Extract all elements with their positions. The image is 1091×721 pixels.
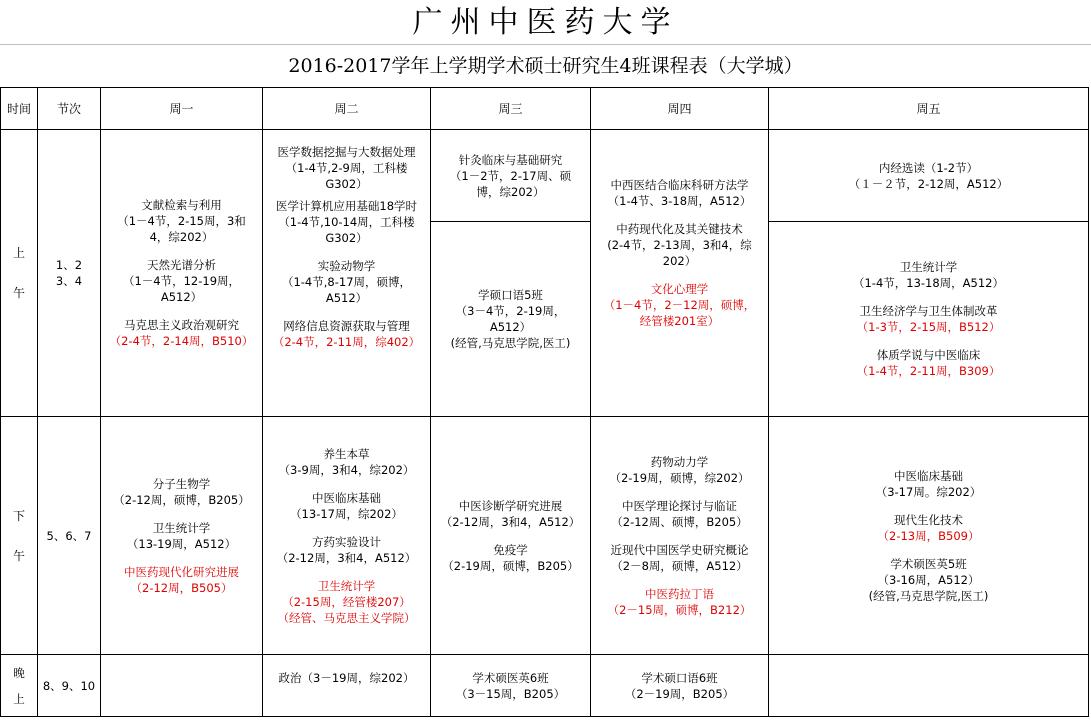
header-monday: 周一 [101, 88, 263, 130]
course-detail: （13-17周，综202） [290, 506, 403, 521]
course-detail: 202） [662, 254, 697, 268]
evening-periods: 8、9、10 [38, 655, 101, 717]
course-name: 中医学理论探讨与临证 [622, 498, 737, 513]
course-detail: （1-4节，2-11周，B309） [856, 364, 1001, 378]
course-detail: （3-17周。综202） [875, 484, 982, 499]
morning-periods [38, 130, 101, 417]
course-name: 卫生统计学 [899, 260, 958, 274]
course-detail: 经管楼201室） [639, 314, 720, 328]
course-detail: A512） [325, 291, 368, 305]
course-name: 天然光谱分析 [147, 258, 216, 272]
course-detail: （3－15周，B205） [455, 686, 566, 701]
course-name: 马克思主义政治观研究 [124, 318, 239, 332]
course-detail: （1-3节，2-15周，B512） [856, 320, 1001, 334]
cell-tue-evening [263, 655, 431, 717]
afternoon-label-2: 午 [12, 548, 25, 563]
evening-label [1, 655, 38, 717]
course-detail: （1－4节，2－12周，硕博， [603, 298, 756, 312]
course-detail: 4，综202） [149, 230, 214, 244]
course-detail: （2-12周，3和4，A512） [276, 550, 417, 565]
cell-wed-afternoon [431, 417, 591, 655]
cell-mon-morning [101, 130, 263, 417]
cell-mon-afternoon [101, 417, 263, 655]
course-detail: 博，综202） [476, 184, 545, 199]
afternoon-periods: 5、6、7 [38, 417, 101, 655]
course-detail: A512） [160, 290, 203, 304]
course-detail: （13-19周，A512） [126, 536, 237, 551]
course-name: 学硕口语5班 [478, 288, 543, 302]
cell-wed-morning-top [431, 130, 591, 222]
course-detail: G302） [325, 177, 368, 191]
course-name: 药物动力学 [650, 454, 709, 469]
header-tuesday: 周二 [263, 88, 431, 130]
course-name: 卫生统计学 [317, 578, 376, 593]
course-detail: （3－4节，2-19周， [455, 304, 566, 318]
course-detail: （1-4节，13-18周，A512） [852, 276, 1004, 290]
cell-fri-afternoon [769, 417, 1089, 655]
course-name: 政治（3－19周，综202） [278, 670, 415, 685]
course-name: 体质学说与中医临床 [876, 348, 981, 362]
course-detail: (经管,马克思学院,医工) [868, 588, 989, 603]
course-detail: A512） [489, 320, 532, 334]
course-detail: G302） [325, 231, 368, 245]
course-detail: （经管、马克思主义学院） [277, 610, 416, 625]
course-name: 中药现代化及其关键技术 [616, 222, 743, 236]
course-detail: （2-15周，经管楼207） [282, 594, 411, 609]
schedule-subtitle: 2016-2017学年上学期学术硕士研究生4班课程表（大学城） [288, 55, 803, 77]
course-detail: （2－19周，B205） [624, 686, 735, 701]
cell-fri-evening [769, 655, 1089, 717]
course-name: 近现代中国医学史研究概论 [610, 542, 749, 557]
course-name: 中医临床基础 [894, 468, 963, 483]
morning-periods-2: 3、4 [55, 274, 83, 288]
course-name: 针灸临床与基础研究 [458, 152, 563, 167]
course-detail: （2-19周，硕博，B205） [442, 558, 579, 573]
course-name: 文化心理学 [650, 282, 709, 296]
evening-row [1, 655, 1089, 717]
cell-wed-evening [431, 655, 591, 717]
course-detail: （2-13周，B509） [877, 528, 980, 543]
course-detail: （2-4节，2-11周，综402） [272, 335, 421, 349]
course-name: 学术硕医英5班 [890, 556, 967, 571]
course-name: 内经选读（1-2节） [878, 160, 979, 175]
afternoon-label-1: 下 [12, 508, 25, 523]
course-detail: （1-4节,2-9周，工科楼 [285, 161, 408, 175]
header-thursday: 周四 [591, 88, 769, 130]
header-friday: 周五 [769, 88, 1089, 130]
morning-label-2: 午 [12, 286, 25, 300]
schedule-table [0, 87, 1089, 717]
cell-thu-afternoon [591, 417, 769, 655]
course-detail: （1-4节,10-14周，工科楼 [278, 215, 415, 229]
course-name: 学术硕医英6班 [472, 670, 549, 685]
header-period: 节次 [38, 88, 101, 130]
course-name: 方药实验设计 [312, 534, 381, 549]
course-detail: （１－２节，2-12周，A512） [848, 176, 1009, 191]
course-detail: （3-9周，3和4，综202） [278, 462, 415, 477]
course-name: 中西医结合临床科研方法学 [610, 178, 749, 192]
morning-label-1: 上 [12, 246, 25, 260]
course-name: 卫生经济学与卫生体制改革 [859, 304, 998, 318]
course-name: 中医诊断学研究进展 [458, 498, 563, 513]
evening-label-1: 晚 [13, 665, 25, 680]
course-name: 中医临床基础 [312, 490, 381, 505]
university-title: 广州中医药大学 [412, 5, 679, 40]
course-name: 文献检索与利用 [141, 198, 222, 212]
header-row [1, 88, 1089, 130]
course-name: 现代生化技术 [894, 512, 963, 527]
course-name: 免疫学 [493, 542, 528, 557]
course-detail: （2-12周，硕博，B205） [113, 492, 250, 507]
course-name: 学术硕口语6班 [641, 670, 718, 685]
course-detail: （1－4节，2-15周，3和 [117, 214, 246, 228]
afternoon-label [1, 417, 38, 655]
course-detail: (经管,马克思学院,医工) [450, 336, 571, 350]
course-detail: （2-12周，B505） [130, 580, 233, 595]
course-name: 分子生物学 [152, 476, 211, 491]
course-detail: （2－8周，硕博，A512） [611, 558, 748, 573]
morning-label [1, 130, 38, 417]
course-name: 卫生统计学 [152, 520, 211, 535]
course-detail: （1-4节、3-18周，A512） [607, 194, 752, 208]
course-detail: （1－2节，2-17周、硕 [449, 168, 572, 183]
course-name: 中医药现代化研究进展 [124, 564, 239, 579]
course-detail: （2-19周，硕博，综202） [609, 470, 750, 485]
course-detail: （1－4节，12-19周， [122, 274, 241, 288]
course-detail: (2-4节，2-13周，3和4，综 [607, 238, 752, 252]
course-detail: （2-4节，2-14周，B510） [109, 334, 254, 348]
course-detail: （2－15周，硕博，B212） [607, 602, 752, 617]
cell-fri-morning-top [769, 130, 1089, 222]
course-detail: （2-12周、硕博，B205） [611, 514, 748, 529]
cell-tue-morning [263, 130, 431, 417]
course-detail: （1-4节,8-17周，硕博， [281, 275, 412, 289]
cell-tue-afternoon [263, 417, 431, 655]
course-name: 实验动物学 [317, 259, 376, 273]
cell-thu-evening [591, 655, 769, 717]
afternoon-row [1, 417, 1089, 655]
cell-mon-evening [101, 655, 263, 717]
course-name: 养生本草 [323, 446, 370, 461]
cell-thu-morning [591, 130, 769, 417]
cell-fri-morning-bottom [769, 222, 1089, 417]
course-name: 网络信息资源获取与管理 [283, 319, 410, 333]
evening-label-2: 上 [13, 691, 25, 706]
morning-row [1, 130, 1089, 222]
cell-wed-morning-bottom [431, 222, 591, 417]
course-detail: （2-12周，3和4，A512） [440, 514, 581, 529]
morning-periods-1: 1、2 [55, 258, 83, 272]
header-wednesday: 周三 [431, 88, 591, 130]
course-name: 中医药拉丁语 [645, 586, 714, 601]
course-name: 医学数据挖掘与大数据处理 [277, 145, 416, 159]
course-name: 医学计算机应用基础18学时 [275, 199, 418, 213]
header-time: 时间 [1, 88, 38, 130]
course-detail: （3-16周，A512） [877, 572, 980, 587]
